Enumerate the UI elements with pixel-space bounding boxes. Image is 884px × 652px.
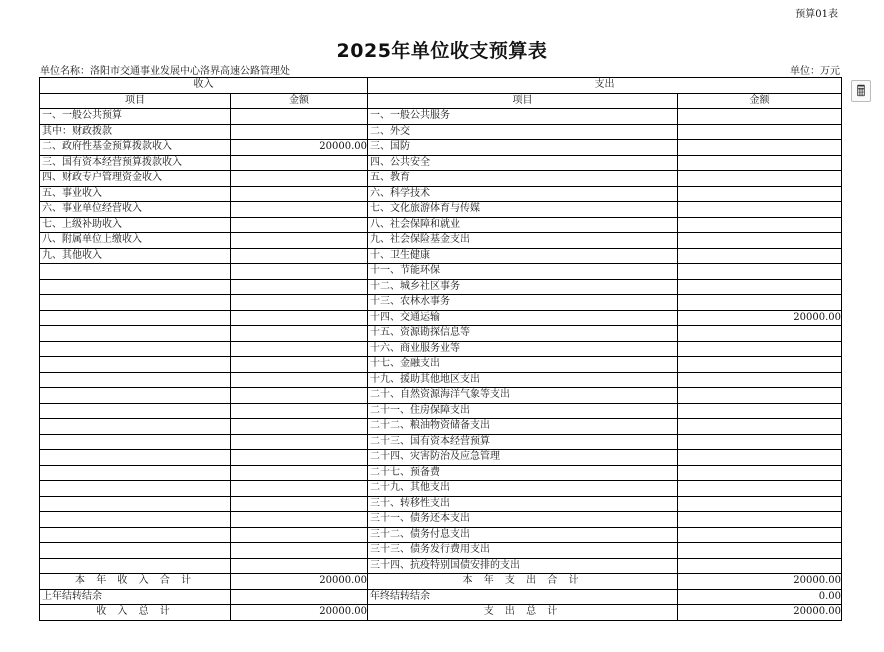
expense-grand-total-label: 支 出 总 计 xyxy=(368,605,678,621)
expense-amount-cell xyxy=(678,481,842,497)
table-row xyxy=(40,310,842,326)
expense-item-cell: 二十四、灾害防治及应急管理 xyxy=(368,450,678,466)
table-row xyxy=(40,155,842,171)
carry-prev-label: 上年结转结余 xyxy=(40,589,231,605)
income-item-cell: 一、一般公共预算 xyxy=(40,109,231,125)
expense-amount-cell xyxy=(678,434,842,450)
expense-item-cell: 二、外交 xyxy=(368,124,678,140)
unit-name: 单位名称：洛阳市交通事业发展中心洛界高速公路管理处 xyxy=(40,66,290,77)
expense-amount-cell xyxy=(678,558,842,574)
income-item-cell xyxy=(40,279,231,295)
income-item-cell: 九、其他收入 xyxy=(40,248,231,264)
income-amount-header: 金额 xyxy=(231,93,368,109)
table-row xyxy=(40,140,842,156)
income-year-total-amount: 20000.00 xyxy=(231,574,368,590)
expense-amount-cell xyxy=(678,341,842,357)
income-item-cell xyxy=(40,512,231,528)
income-amount-cell xyxy=(231,279,368,295)
income-amount-cell xyxy=(231,310,368,326)
expense-item-cell: 十二、城乡社区事务 xyxy=(368,279,678,295)
table-row xyxy=(40,372,842,388)
income-item-cell xyxy=(40,388,231,404)
income-item-cell xyxy=(40,310,231,326)
expense-amount-cell xyxy=(678,186,842,202)
table-row xyxy=(40,434,842,450)
income-amount-cell xyxy=(231,109,368,125)
expense-item-cell: 三十三、债务发行费用支出 xyxy=(368,543,678,559)
expense-item-cell: 三十四、抗疫特别国债安排的支出 xyxy=(368,558,678,574)
table-row xyxy=(40,403,842,419)
income-amount-cell xyxy=(231,124,368,140)
table-row xyxy=(40,388,842,404)
expense-amount-cell: 20000.00 xyxy=(678,310,842,326)
carry-prev-amount xyxy=(231,589,368,605)
expense-item-cell: 二十一、住房保障支出 xyxy=(368,403,678,419)
expense-year-total-amount: 20000.00 xyxy=(678,574,842,590)
income-amount-cell xyxy=(231,202,368,218)
income-item-cell xyxy=(40,543,231,559)
table-row xyxy=(40,248,842,264)
form-code: 预算01表 xyxy=(795,9,838,20)
carry-end-label: 年终结转结余 xyxy=(368,589,678,605)
income-item-cell xyxy=(40,264,231,280)
income-amount-cell: 20000.00 xyxy=(231,140,368,156)
expense-item-cell: 十七、金融支出 xyxy=(368,357,678,373)
expense-amount-cell xyxy=(678,202,842,218)
page-title: 2025年单位收支预算表 xyxy=(336,40,548,62)
income-amount-cell xyxy=(231,527,368,543)
carry-end-amount: 0.00 xyxy=(678,589,842,605)
expense-amount-cell xyxy=(678,171,842,187)
expense-item-cell: 十五、资源勘探信息等 xyxy=(368,326,678,342)
income-amount-cell xyxy=(231,248,368,264)
expense-amount-header: 金额 xyxy=(678,93,842,109)
income-amount-cell xyxy=(231,419,368,435)
expense-item-cell: 八、社会保障和就业 xyxy=(368,217,678,233)
income-amount-cell xyxy=(231,155,368,171)
income-year-total-label: 本 年 收 入 合 计 xyxy=(40,574,231,590)
expense-item-cell: 二十七、预备费 xyxy=(368,465,678,481)
income-item-header: 项目 xyxy=(40,93,231,109)
expense-amount-cell xyxy=(678,357,842,373)
expense-item-cell: 十九、援助其他地区支出 xyxy=(368,372,678,388)
table-row xyxy=(40,279,842,295)
table-row xyxy=(40,357,842,373)
expense-item-cell: 十、卫生健康 xyxy=(368,248,678,264)
calculator-icon[interactable]: 🖩 xyxy=(851,80,871,102)
expense-item-cell: 十三、农林水事务 xyxy=(368,295,678,311)
table-row xyxy=(40,124,842,140)
table-row xyxy=(40,186,842,202)
table-row xyxy=(40,496,842,512)
income-item-cell xyxy=(40,558,231,574)
expense-item-cell: 十一、节能环保 xyxy=(368,264,678,280)
income-amount-cell xyxy=(231,543,368,559)
expense-item-cell: 三十二、债务付息支出 xyxy=(368,527,678,543)
expense-item-cell: 三、国防 xyxy=(368,140,678,156)
income-item-cell xyxy=(40,434,231,450)
expense-amount-cell xyxy=(678,403,842,419)
expense-amount-cell xyxy=(678,512,842,528)
expense-amount-cell xyxy=(678,527,842,543)
expense-amount-cell xyxy=(678,419,842,435)
expense-amount-cell xyxy=(678,465,842,481)
expense-amount-cell xyxy=(678,124,842,140)
expense-amount-cell xyxy=(678,109,842,125)
income-amount-cell xyxy=(231,372,368,388)
table-row xyxy=(40,527,842,543)
income-amount-cell xyxy=(231,403,368,419)
expense-amount-cell xyxy=(678,264,842,280)
table-row xyxy=(40,465,842,481)
expense-item-header: 项目 xyxy=(368,93,678,109)
expense-amount-cell xyxy=(678,155,842,171)
expense-item-cell: 一、一般公共服务 xyxy=(368,109,678,125)
table-row xyxy=(40,450,842,466)
income-amount-cell xyxy=(231,186,368,202)
table-row xyxy=(40,419,842,435)
income-item-cell xyxy=(40,326,231,342)
unit-label: 单位：万元 xyxy=(790,66,840,77)
expense-amount-cell xyxy=(678,543,842,559)
income-item-cell xyxy=(40,496,231,512)
income-item-cell: 八、附属单位上缴收入 xyxy=(40,233,231,249)
expense-item-cell: 九、社会保险基金支出 xyxy=(368,233,678,249)
expense-grand-total-amount: 20000.00 xyxy=(678,605,842,621)
income-amount-cell xyxy=(231,558,368,574)
expense-amount-cell xyxy=(678,450,842,466)
income-item-cell: 五、事业收入 xyxy=(40,186,231,202)
expense-item-cell: 二十、自然资源海洋气象等支出 xyxy=(368,388,678,404)
expense-amount-cell xyxy=(678,248,842,264)
header-row-columns xyxy=(40,93,842,109)
table-row xyxy=(40,481,842,497)
income-amount-cell xyxy=(231,388,368,404)
expense-amount-cell xyxy=(678,140,842,156)
income-amount-cell xyxy=(231,357,368,373)
table-row xyxy=(40,295,842,311)
income-item-cell: 七、上级补助收入 xyxy=(40,217,231,233)
income-amount-cell xyxy=(231,481,368,497)
income-item-cell xyxy=(40,481,231,497)
grand-total-row xyxy=(40,605,842,621)
income-amount-cell xyxy=(231,434,368,450)
income-item-cell xyxy=(40,419,231,435)
income-amount-cell xyxy=(231,295,368,311)
expense-item-cell: 三十、转移性支出 xyxy=(368,496,678,512)
income-amount-cell xyxy=(231,450,368,466)
budget-table xyxy=(39,77,842,621)
table-row xyxy=(40,233,842,249)
expense-amount-cell xyxy=(678,496,842,512)
income-amount-cell xyxy=(231,496,368,512)
carryover-row xyxy=(40,589,842,605)
income-item-cell xyxy=(40,372,231,388)
income-amount-cell xyxy=(231,341,368,357)
income-item-cell xyxy=(40,357,231,373)
income-item-cell: 三、国有资本经营预算拨款收入 xyxy=(40,155,231,171)
expense-amount-cell xyxy=(678,326,842,342)
income-amount-cell xyxy=(231,326,368,342)
table-row xyxy=(40,512,842,528)
income-item-cell xyxy=(40,341,231,357)
expense-item-cell: 十四、交通运输 xyxy=(368,310,678,326)
income-item-cell xyxy=(40,527,231,543)
expense-item-cell: 六、科学技术 xyxy=(368,186,678,202)
table-row xyxy=(40,326,842,342)
expense-item-cell: 二十二、粮油物资储备支出 xyxy=(368,419,678,435)
table-row xyxy=(40,171,842,187)
income-grand-total-label: 收 入 总 计 xyxy=(40,605,231,621)
expense-amount-cell xyxy=(678,279,842,295)
header-row-sections xyxy=(40,78,842,94)
table-row xyxy=(40,202,842,218)
expense-amount-cell xyxy=(678,388,842,404)
income-item-cell: 四、财政专户管理资金收入 xyxy=(40,171,231,187)
income-amount-cell xyxy=(231,465,368,481)
income-item-cell xyxy=(40,403,231,419)
income-amount-cell xyxy=(231,217,368,233)
expense-item-cell: 十六、商业服务业等 xyxy=(368,341,678,357)
income-item-cell: 六、事业单位经营收入 xyxy=(40,202,231,218)
expense-amount-cell xyxy=(678,295,842,311)
year-total-row xyxy=(40,574,842,590)
expense-item-cell: 二十九、其他支出 xyxy=(368,481,678,497)
expense-header: 支出 xyxy=(368,78,842,94)
table-row xyxy=(40,264,842,280)
income-amount-cell xyxy=(231,233,368,249)
income-grand-total-amount: 20000.00 xyxy=(231,605,368,621)
expense-item-cell: 七、文化旅游体育与传媒 xyxy=(368,202,678,218)
table-row xyxy=(40,558,842,574)
expense-amount-cell xyxy=(678,217,842,233)
income-item-cell xyxy=(40,450,231,466)
income-item-cell: 其中：财政拨款 xyxy=(40,124,231,140)
expense-year-total-label: 本 年 支 出 合 计 xyxy=(368,574,678,590)
table-row xyxy=(40,543,842,559)
table-row xyxy=(40,341,842,357)
income-item-cell xyxy=(40,465,231,481)
income-item-cell xyxy=(40,295,231,311)
expense-amount-cell xyxy=(678,372,842,388)
income-amount-cell xyxy=(231,171,368,187)
income-amount-cell xyxy=(231,264,368,280)
expense-item-cell: 二十三、国有资本经营预算 xyxy=(368,434,678,450)
expense-amount-cell xyxy=(678,233,842,249)
income-header: 收入 xyxy=(40,78,368,94)
income-item-cell: 二、政府性基金预算拨款收入 xyxy=(40,140,231,156)
table-row xyxy=(40,109,842,125)
income-amount-cell xyxy=(231,512,368,528)
table-row xyxy=(40,217,842,233)
expense-item-cell: 五、教育 xyxy=(368,171,678,187)
expense-item-cell: 三十一、债务还本支出 xyxy=(368,512,678,528)
expense-item-cell: 四、公共安全 xyxy=(368,155,678,171)
